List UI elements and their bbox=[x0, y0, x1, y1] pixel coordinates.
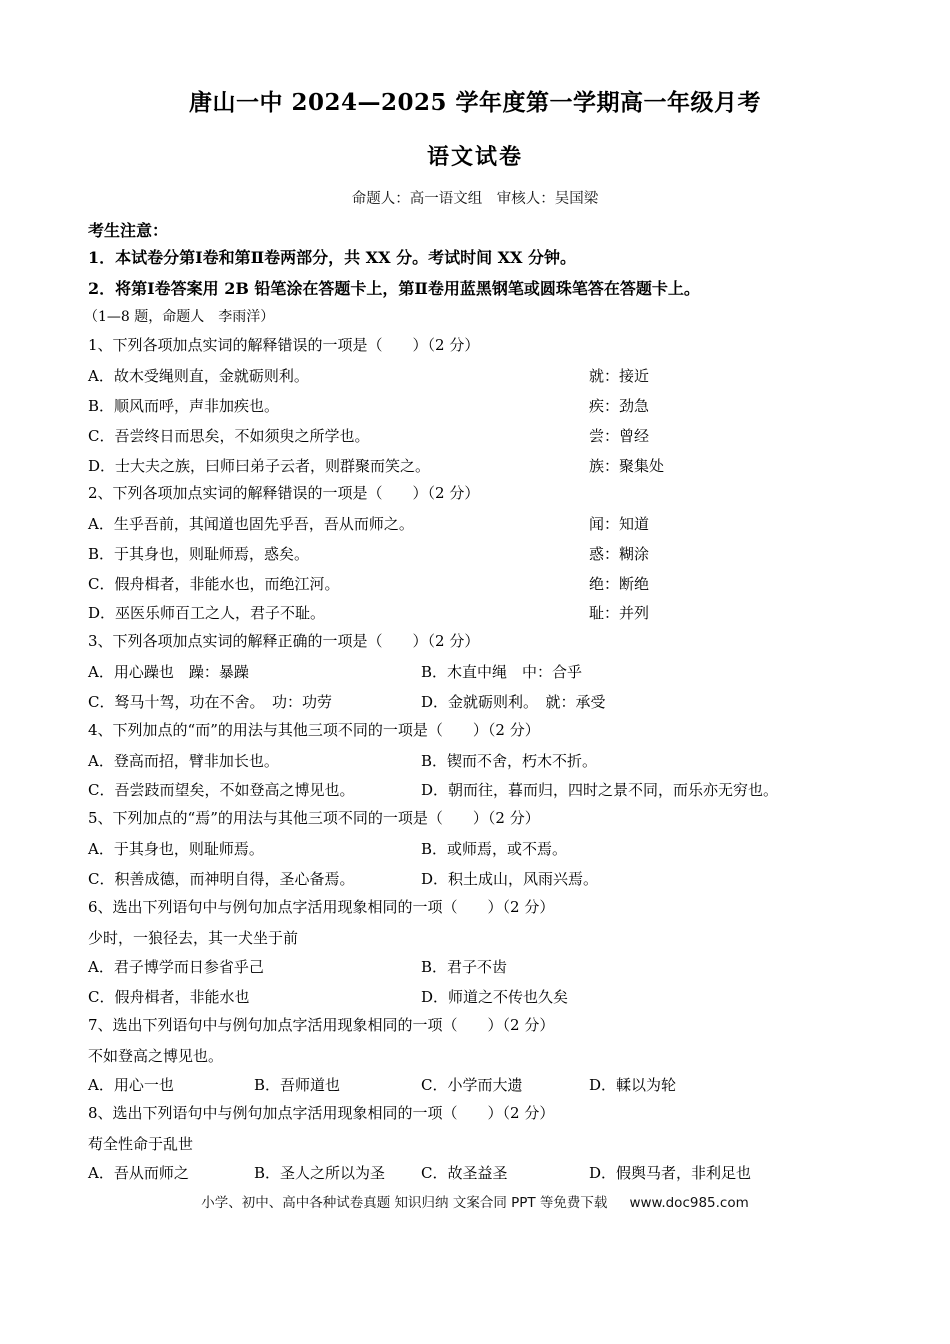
exam-subtitle: 语文试卷 bbox=[426, 144, 523, 170]
q2-option-a-answer: 闻：知道 bbox=[589, 515, 650, 533]
q8-option-d: D．假舆马者，非利足也 bbox=[589, 1164, 752, 1182]
q1-option-d-answer: 族：聚集处 bbox=[589, 457, 665, 475]
q6-option-a: A．君子博学而日参省乎己 bbox=[88, 958, 264, 976]
q4-option-b: B．锲而不舍，朽木不折。 bbox=[421, 752, 598, 770]
q7-option-c: C．小学而大遗 bbox=[421, 1076, 523, 1094]
q2-option-d-answer: 耻：并列 bbox=[589, 604, 650, 622]
notice-item-2: 2．将第Ⅰ卷答案用 2B 铅笔涂在答题卡上，第Ⅱ卷用蓝黑钢笔或圆珠笔答在答题卡上。 bbox=[88, 279, 700, 298]
question-2-stem: 2、下列各项加点实词的解释错误的一项是（ ）（2 分） bbox=[88, 484, 480, 502]
q5-option-a: A．于其身也，则耻师焉。 bbox=[88, 840, 264, 858]
q3-option-c: C．驽马十驾，功在不舍。 功：功劳 bbox=[88, 693, 332, 711]
q2-option-c-answer: 绝：断绝 bbox=[589, 575, 650, 593]
question-5-stem: 5、下列加点的“焉”的用法与其他三项不同的一项是（ ）（2 分） bbox=[88, 809, 540, 827]
q8-option-c: C．故圣益圣 bbox=[421, 1164, 508, 1182]
q1-option-b-answer: 疾：劲急 bbox=[589, 397, 650, 415]
notice-item-1: 1．本试卷分第Ⅰ卷和第Ⅱ卷两部分，共 XX 分。考试时间 XX 分钟。 bbox=[88, 248, 577, 267]
question-7-stem: 7、选出下列语句中与例句加点字活用现象相同的一项（ ）（2 分） bbox=[88, 1016, 555, 1034]
q4-option-a: A．登高而招，臂非加长也。 bbox=[88, 752, 279, 770]
q1-option-b: B．顺风而呼，声非加疾也。 bbox=[88, 397, 280, 415]
section-note: （1—8 题，命题人 李雨洋） bbox=[84, 309, 275, 325]
q6-option-d: D．师道之不传也久矣 bbox=[421, 988, 569, 1006]
q4-option-c: C．吾尝跂而望矣，不如登高之博见也。 bbox=[88, 781, 355, 799]
q3-option-b: B．木直中绳 中：合乎 bbox=[421, 663, 583, 681]
question-1-stem: 1、下列各项加点实词的解释错误的一项是（ ）（2 分） bbox=[88, 336, 480, 354]
question-6-stem: 6、选出下列语句中与例句加点字活用现象相同的一项（ ）（2 分） bbox=[88, 898, 555, 916]
q5-option-b: B．或师焉，或不焉。 bbox=[421, 840, 568, 858]
q8-option-b: B．圣人之所以为圣 bbox=[254, 1164, 386, 1182]
page-footer bbox=[0, 1191, 950, 1211]
q1-option-a-answer: 就：接近 bbox=[589, 367, 650, 385]
q7-option-a: A．用心一也 bbox=[88, 1076, 174, 1094]
exam-meta: 命题人：高一语文组 审核人：吴国梁 bbox=[351, 191, 599, 207]
q1-option-c-answer: 尝：曾经 bbox=[589, 427, 650, 445]
notice-heading: 考生注意： bbox=[88, 221, 169, 240]
q6-example: 少时，一狼径去，其一犬坐于前 bbox=[88, 929, 299, 947]
question-4-stem: 4、下列加点的“而”的用法与其他三项不同的一项是（ ）（2 分） bbox=[88, 721, 540, 739]
q1-option-a: A．故木受绳则直，金就砺则利。 bbox=[88, 367, 309, 385]
question-3-stem: 3、下列各项加点实词的解释正确的一项是（ ）（2 分） bbox=[88, 632, 480, 650]
q2-option-b-answer: 惑：糊涂 bbox=[589, 545, 650, 563]
q5-option-c: C．积善成德，而神明自得，圣心备焉。 bbox=[88, 870, 355, 888]
footer-text: 小学、初中、高中各种试卷真题 知识归纳 文案合同 PPT 等免费下载 bbox=[201, 1195, 608, 1211]
q6-option-b: B．君子不齿 bbox=[421, 958, 508, 976]
q7-option-b: B．吾师道也 bbox=[254, 1076, 341, 1094]
q7-option-d: D．輮以为轮 bbox=[589, 1076, 677, 1094]
q4-option-d: D．朝而往，暮而归，四时之景不同，而乐亦无穷也。 bbox=[421, 781, 779, 799]
exam-title: 唐山一中 2024—2025 学年度第一学期高一年级月考 bbox=[188, 89, 762, 116]
q5-option-d: D．积土成山，风雨兴焉。 bbox=[421, 870, 599, 888]
q6-option-c: C．假舟楫者，非能水也 bbox=[88, 988, 250, 1006]
q2-option-b: B．于其身也，则耻师焉，惑矣。 bbox=[88, 545, 310, 563]
q1-option-c: C．吾尝终日而思矣，不如须臾之所学也。 bbox=[88, 427, 370, 445]
q2-option-a: A．生乎吾前，其闻道也固先乎吾，吾从而师之。 bbox=[88, 515, 414, 533]
q2-option-c: C．假舟楫者，非能水也，而绝江河。 bbox=[88, 575, 340, 593]
q3-option-d: D．金就砺则利。 就：承受 bbox=[421, 693, 606, 711]
q1-option-d: D．士大夫之族，曰师曰弟子云者，则群聚而笑之。 bbox=[88, 457, 431, 475]
q7-example: 不如登高之博见也。 bbox=[88, 1047, 224, 1065]
q8-option-a: A．吾从而师之 bbox=[88, 1164, 189, 1182]
question-8-stem: 8、选出下列语句中与例句加点字活用现象相同的一项（ ）（2 分） bbox=[88, 1104, 555, 1122]
q8-example: 苟全性命于乱世 bbox=[88, 1135, 194, 1153]
footer-url[interactable]: www.doc985.com bbox=[629, 1195, 749, 1211]
q3-option-a: A．用心躁也 躁：暴躁 bbox=[88, 663, 249, 681]
q2-option-d: D．巫医乐师百工之人，君子不耻。 bbox=[88, 604, 326, 622]
